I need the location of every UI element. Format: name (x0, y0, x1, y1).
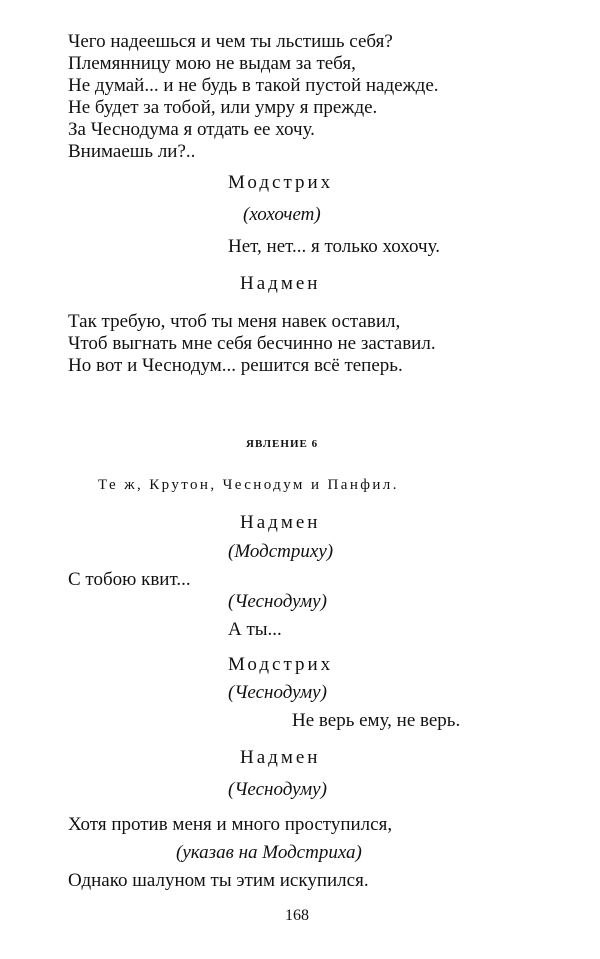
verse-line: За Чеснодума я отдать ее хочу. (68, 119, 315, 140)
verse-line: Чего надеешься и чем ты льстишь себя? (68, 31, 393, 52)
speaker-name: Надмен (240, 512, 321, 533)
verse-line: Чтоб выгнать мне себя бесчинно не заставил. (68, 333, 436, 354)
verse-line: Так требую, чтоб ты меня навек оставил, (68, 311, 401, 332)
verse-line: Не будет за тобой, или умру я прежде. (68, 97, 378, 118)
verse-line: Хотя против меня и много проступился, (68, 814, 393, 835)
verse-line: Нет, нет... я только хохочу. (228, 236, 440, 257)
speaker-name: Модстрих (228, 654, 334, 675)
speaker-name: Модстрих (228, 172, 334, 193)
page-number: 168 (285, 907, 309, 924)
verse-line: Внимаешь ли?.. (68, 141, 196, 162)
speaker-name: Надмен (240, 273, 321, 294)
verse-line: Не думай... и не будь в такой пустой надежде. (68, 75, 439, 96)
verse-line: С тобою квит... (68, 569, 191, 590)
verse-line: Однако шалуном ты этим искупился. (68, 870, 369, 891)
stage-direction: (указав на Модстриха) (176, 842, 362, 863)
verse-line: Племянницу мою не выдам за тебя, (68, 53, 356, 74)
stage-direction: (хохочет) (243, 204, 321, 225)
verse-line: Но вот и Чеснодум... решится всё теперь. (68, 355, 403, 376)
speaker-name: Надмен (240, 747, 321, 768)
cast-list: Те ж, Крутон, Чеснодум и Панфил. (98, 477, 399, 493)
verse-line: Не верь ему, не верь. (292, 710, 461, 731)
stage-direction: (Модстриху) (228, 541, 334, 562)
verse-line: А ты... (228, 619, 282, 640)
scene-heading: ЯВЛЕНИЕ 6 (246, 438, 319, 450)
stage-direction: (Чеснодуму) (228, 591, 327, 612)
stage-direction: (Чеснодуму) (228, 682, 327, 703)
stage-direction: (Чеснодуму) (228, 779, 327, 800)
